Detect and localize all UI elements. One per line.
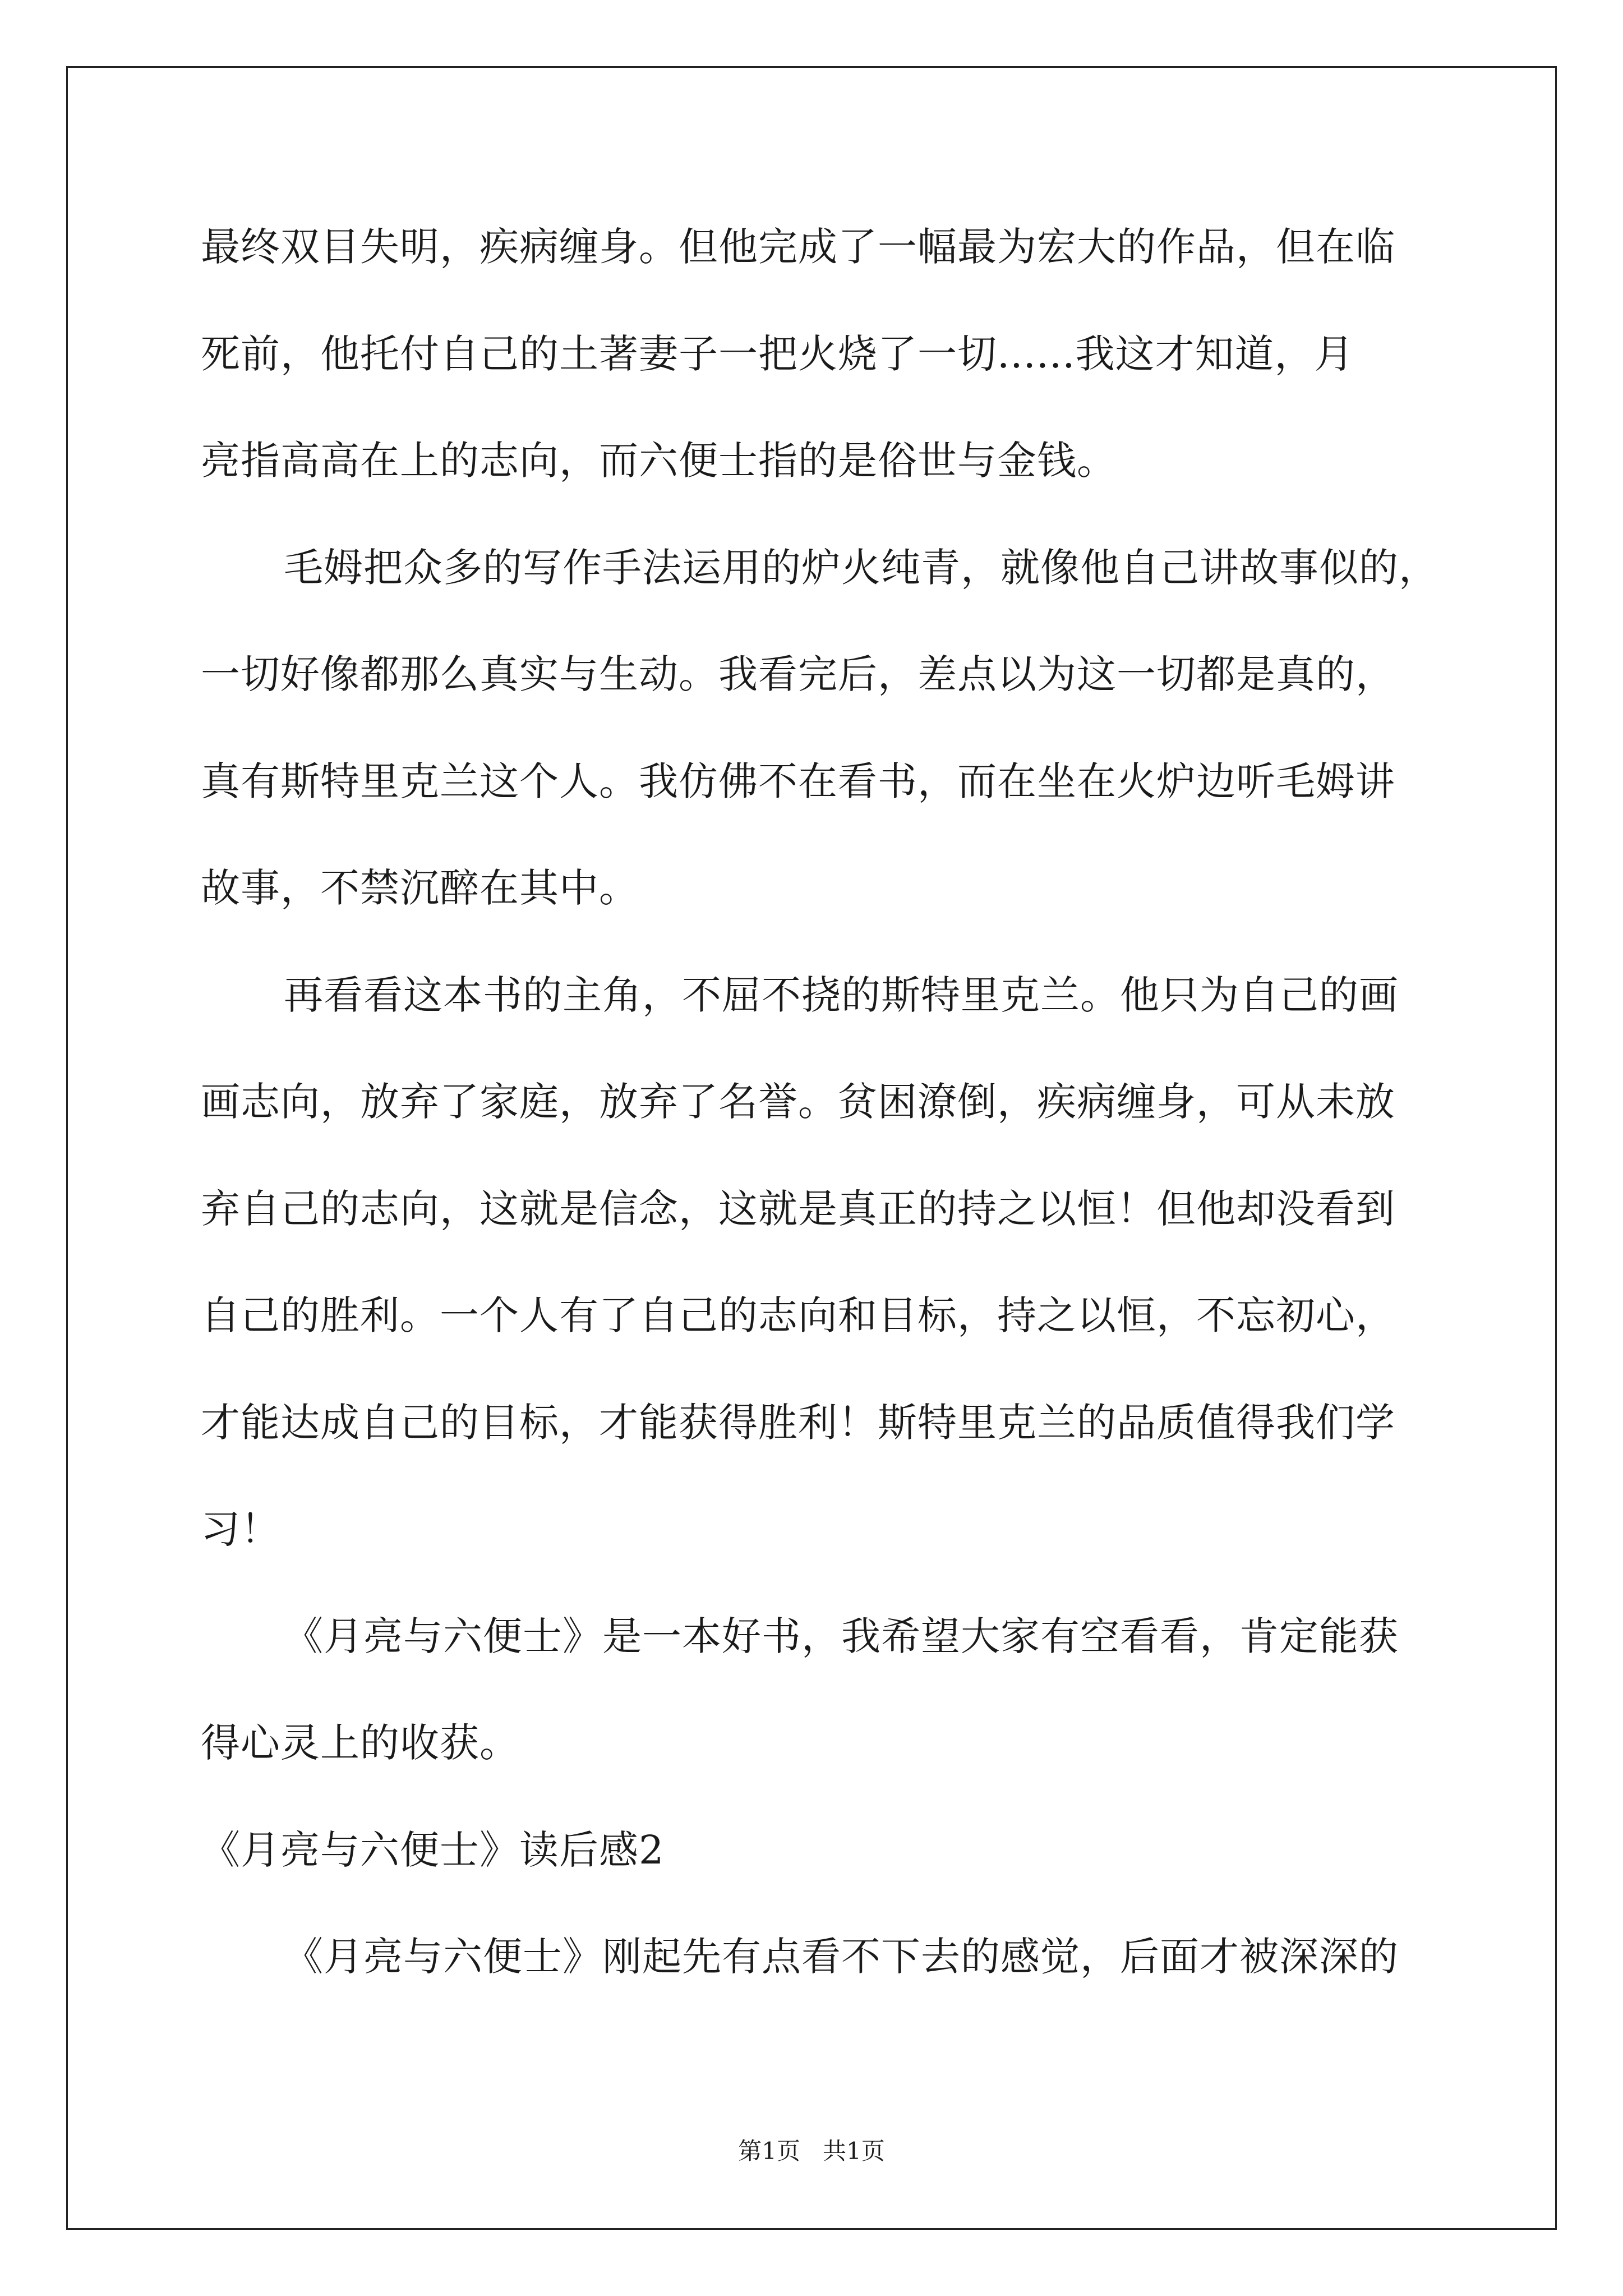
text-line: 《月亮与六便士》是一本好书，我希望大家有空看看，肯定能获	[284, 1613, 1399, 1659]
text-line: 画志向，放弃了家庭，放弃了名誉。贫困潦倒，疾病缠身，可从未放	[201, 1079, 1395, 1125]
text-line: 毛姆把众多的写作手法运用的炉火纯青，就像他自己讲故事似的，	[284, 545, 1438, 591]
text-line: 亮指高高在上的志向，而六便士指的是俗世与金钱。	[201, 438, 1117, 484]
text-line: 最终双目失明，疾病缠身。但他完成了一幅最为宏大的作品，但在临	[201, 224, 1395, 270]
text-line: 真有斯特里克兰这个人。我仿佛不在看书，而在坐在火炉边听毛姆讲	[201, 758, 1395, 804]
text-line: 一切好像都那么真实与生动。我看完后，差点以为这一切都是真的，	[201, 651, 1395, 697]
text-line: 死前，他托付自己的土著妻子一把火烧了一切......我这才知道，月	[201, 331, 1354, 377]
text-line: 自己的胜利。一个人有了自己的志向和目标，持之以恒，不忘初心，	[201, 1292, 1395, 1338]
text-line: 《月亮与六便士》刚起先有点看不下去的感觉，后面才被深深的	[284, 1934, 1399, 1980]
text-line: 习！	[201, 1506, 280, 1552]
text-line: 再看看这本书的主角，不屈不挠的斯特里克兰。他只为自己的画	[284, 972, 1399, 1018]
page-frame	[66, 66, 1557, 2230]
page-footer: 第1页 共1页	[738, 2137, 885, 2165]
text-line: 故事，不禁沉醉在其中。	[201, 865, 639, 911]
text-line: 得心灵上的收获。	[201, 1720, 519, 1766]
section-heading: 《月亮与六便士》读后感2	[201, 1827, 665, 1873]
text-line: 才能达成自己的目标，才能获得胜利！斯特里克兰的品质值得我们学	[201, 1400, 1395, 1446]
text-line: 弃自己的志向，这就是信念，这就是真正的持之以恒！但他却没看到	[201, 1186, 1395, 1232]
